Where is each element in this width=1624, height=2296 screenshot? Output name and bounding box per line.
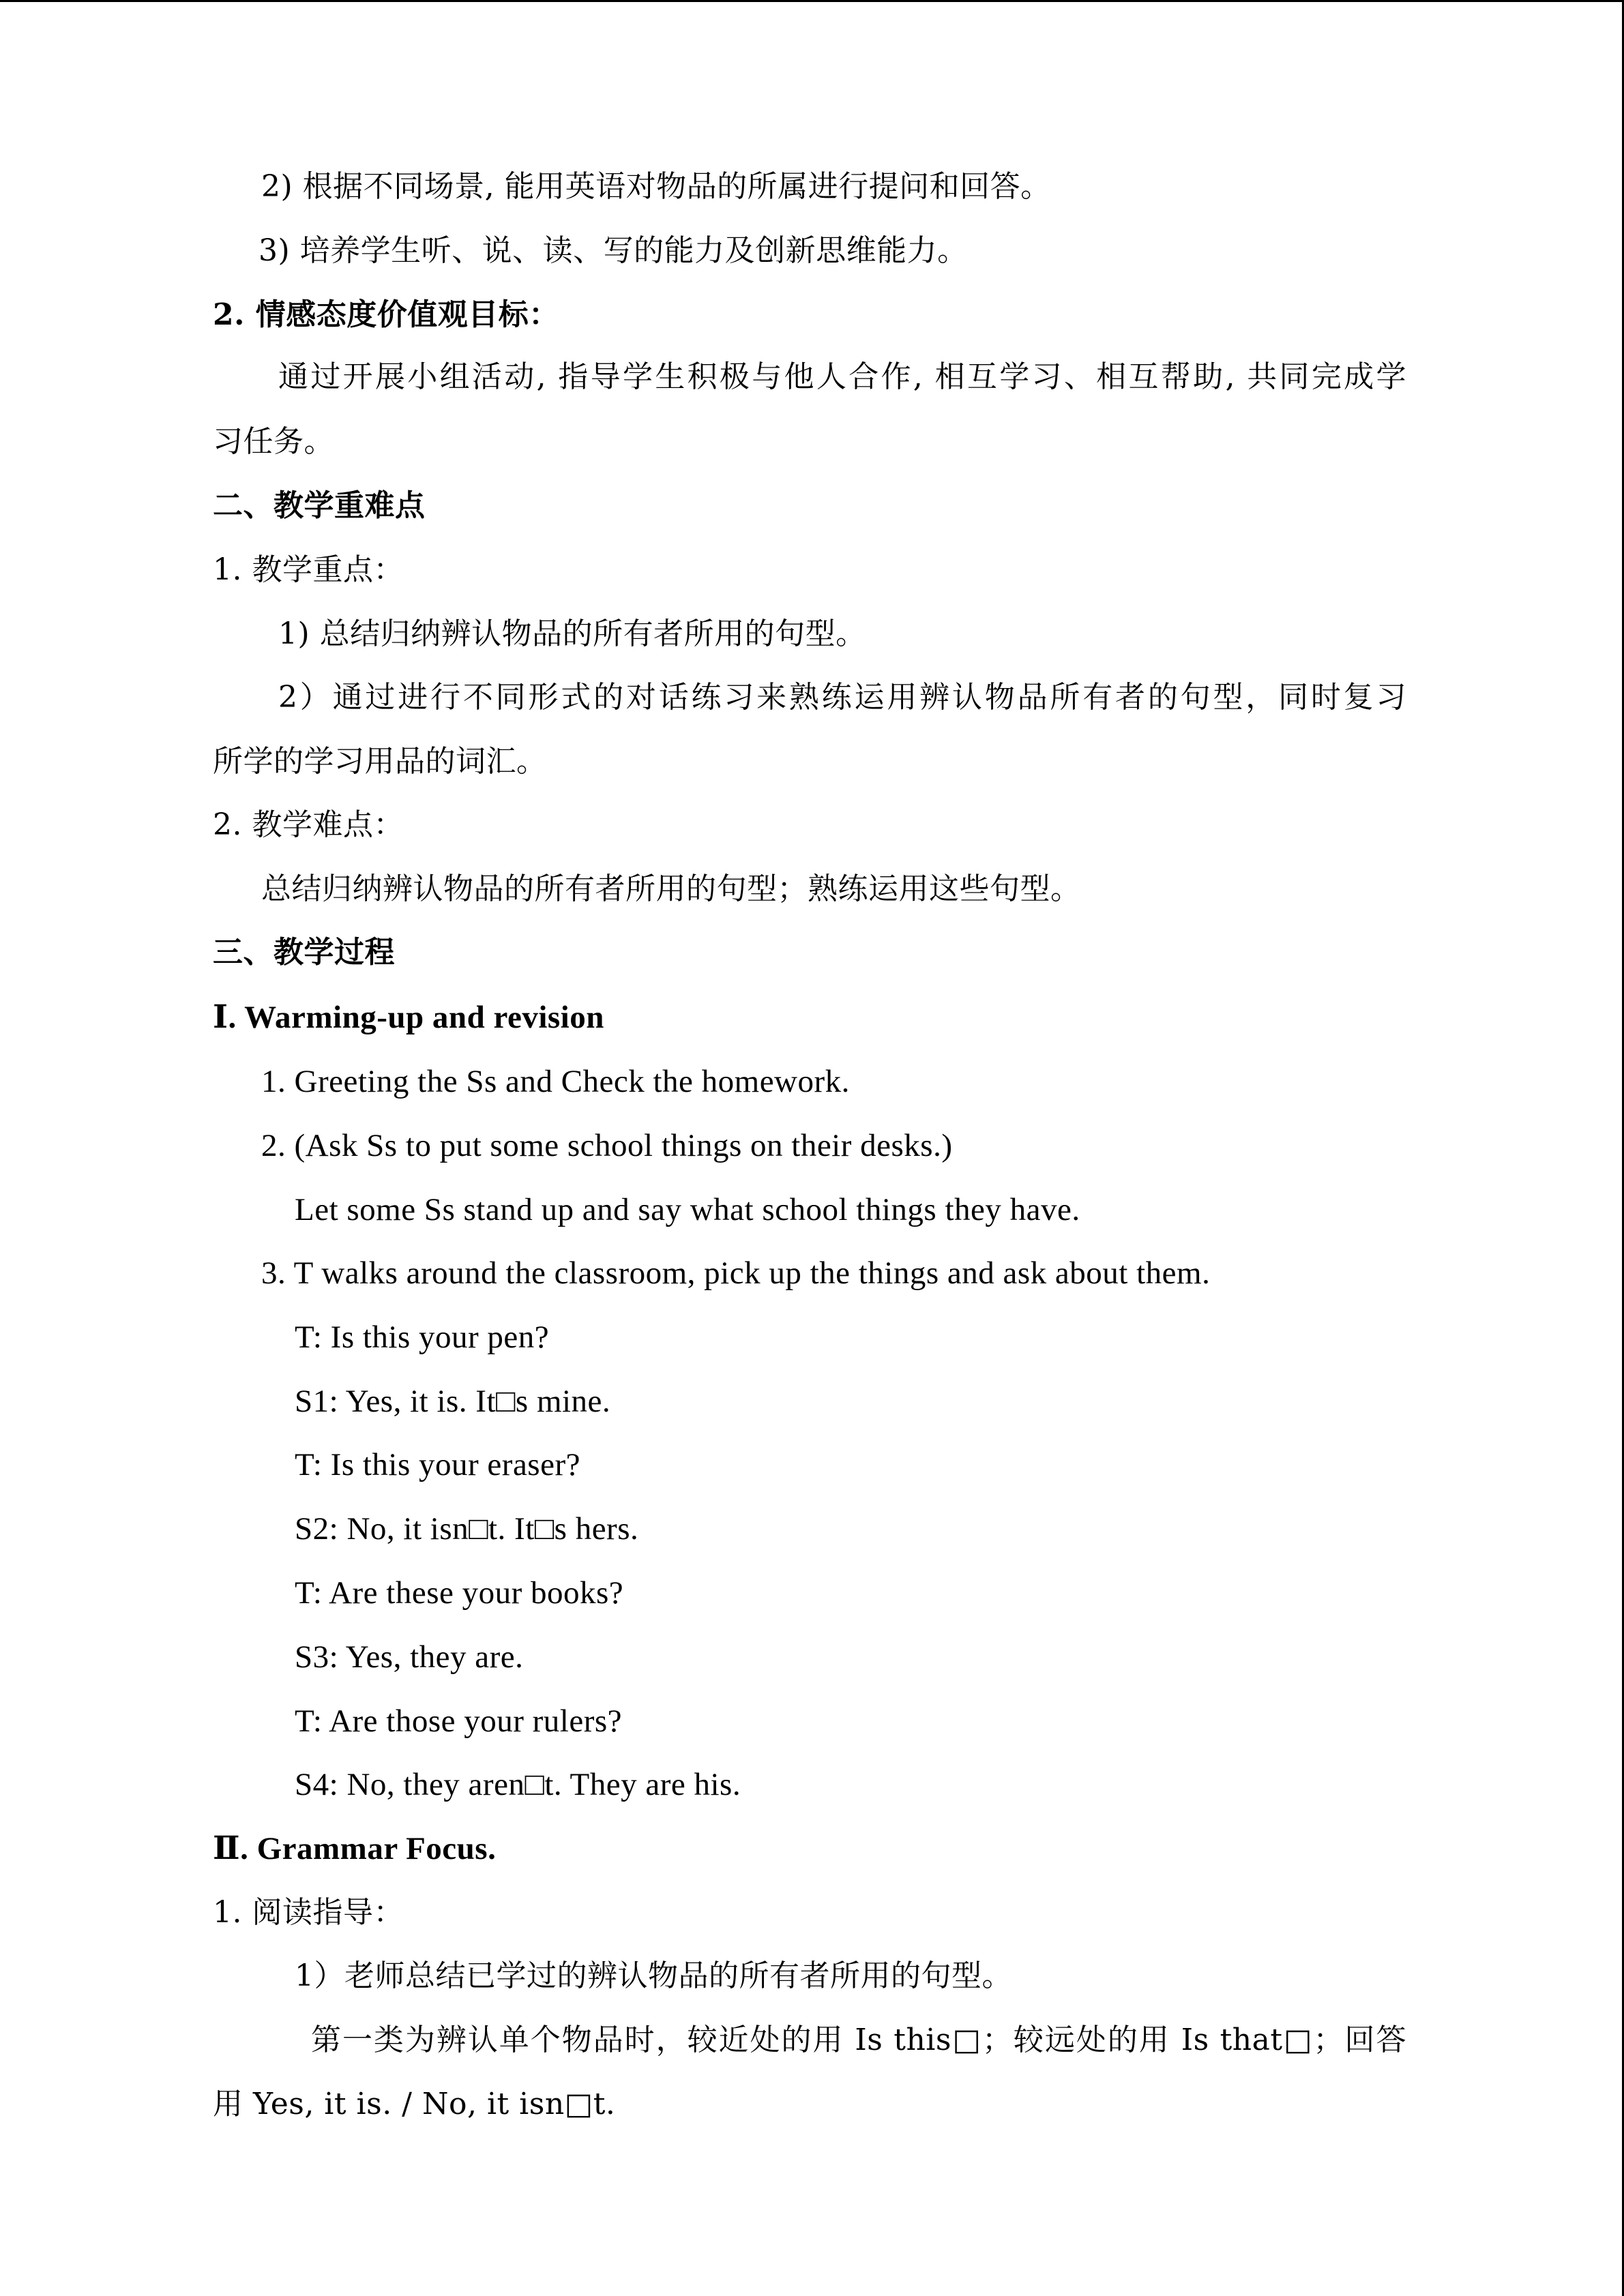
step1-heading: Ⅰ. Warming-up and revision xyxy=(213,1000,604,1035)
step1-item2: 2. (Ask Ss to put some school things on their desks.) xyxy=(261,1128,953,1163)
step1-item1: 1. Greeting the Ss and Check the homework. xyxy=(261,1064,850,1099)
key-points-heading: 1. 教学重点： xyxy=(213,552,404,587)
emotion-heading: 2. 情感态度价值观目标： xyxy=(213,297,559,332)
key-point-2-line1: 2）通过进行不同形式的对话练习来熟练运用辨认物品所有者的句型，同时复习 xyxy=(278,680,1406,715)
emotion-body-line2: 习任务。 xyxy=(213,424,334,459)
reading-guide-heading: 1. 阅读指导： xyxy=(213,1895,404,1930)
dialogue-line: T: Are those your rulers? xyxy=(295,1703,623,1739)
page-border-top xyxy=(0,0,1624,2)
section3-heading: 三、教学过程 xyxy=(213,935,395,970)
dialogue-line: T: Is this your eraser? xyxy=(295,1447,580,1482)
dialogue-line: T: Is this your pen? xyxy=(295,1320,550,1355)
step1-item2-detail: Let some Ss stand up and say what school things they have. xyxy=(295,1192,1080,1227)
reading-guide-item2-line1: 第一类为辨认单个物品时，较近处的用 Is this□；较远处的用 Is that□；回答 xyxy=(311,2023,1406,2057)
key-point-2-line2: 所学的学习用品的词汇。 xyxy=(213,744,547,779)
emotion-body-line1: 通过开展小组活动, 指导学生积极与他人合作, 相互学习、相互帮助, 共同完成学 xyxy=(278,359,1406,394)
objective-3: 3) 培养学生听、说、读、写的能力及创新思维能力。 xyxy=(259,233,968,268)
key-point-1: 1) 总结归纳辨认物品的所有者所用的句型。 xyxy=(278,616,866,651)
difficult-points-body: 总结归纳辨认物品的所有者所用的句型；熟练运用这些句型。 xyxy=(261,871,1081,906)
dialogue-line: S4: No, they aren□t. They are his. xyxy=(295,1767,741,1802)
step1-item3: 3. T walks around the classroom, pick up the things and ask about them. xyxy=(261,1255,1211,1291)
reading-guide-item1: 1）老师总结已学过的辨认物品的所有者所用的句型。 xyxy=(295,1958,1012,1993)
dialogue-line: T: Are these your books? xyxy=(295,1575,624,1611)
dialogue-line: S1: Yes, it is. It□s mine. xyxy=(295,1384,611,1419)
section2-heading: 二、教学重难点 xyxy=(213,488,426,523)
reading-guide-item2-line2: 用 Yes, it is. / No, it isn□t. xyxy=(213,2087,616,2121)
difficult-points-heading: 2. 教学难点： xyxy=(213,807,404,842)
objective-2: 2) 根据不同场景, 能用英语对物品的所属进行提问和回答。 xyxy=(261,169,1051,204)
step2-heading: Ⅱ. Grammar Focus. xyxy=(213,1831,497,1866)
dialogue-line: S2: No, it isn□t. It□s hers. xyxy=(295,1511,639,1547)
dialogue-line: S3: Yes, they are. xyxy=(295,1639,524,1675)
